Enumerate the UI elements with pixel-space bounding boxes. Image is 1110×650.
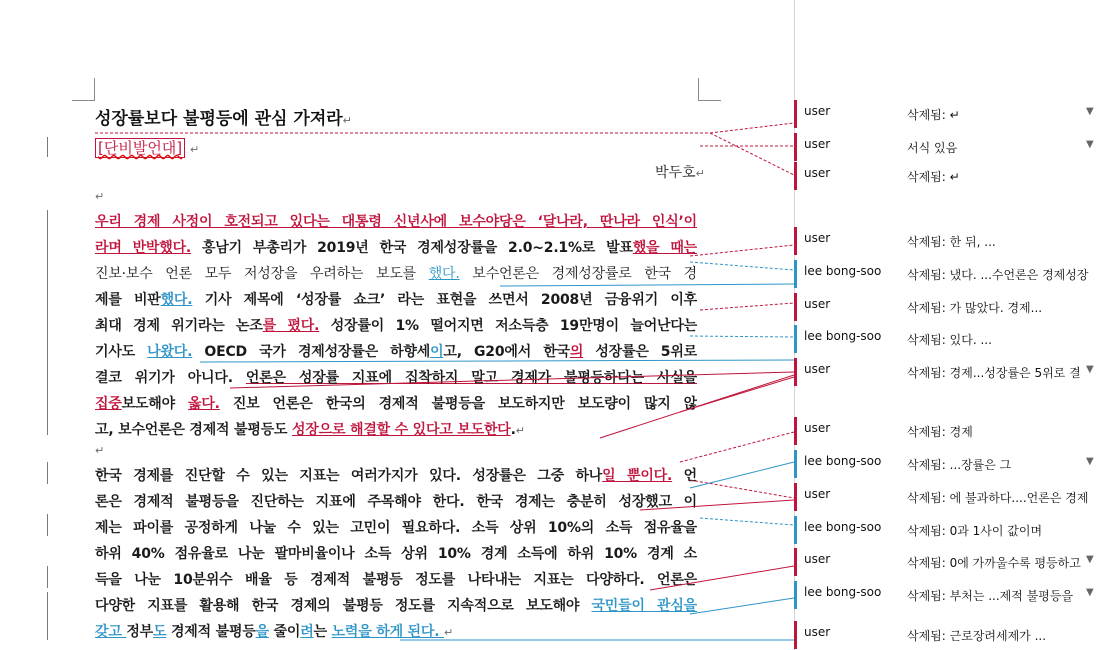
expand-arrow-icon[interactable]: ▼ [1086, 364, 1094, 375]
revision-balloon[interactable] [794, 516, 1110, 544]
expand-arrow-icon[interactable]: ▼ [1086, 139, 1094, 150]
revision-author: user [804, 231, 831, 245]
revision-balloon[interactable] [794, 260, 1110, 288]
p1-line-3[interactable]: 진보·보수 언론 모두 저성장을 우려하는 보도를 했다. 보수언론은 경제성장률로 한국 경 [95, 266, 697, 282]
author-color-bar [794, 450, 797, 478]
author-color-bar [794, 227, 797, 255]
p2-line-6[interactable]: 다양한 지표를 활용해 한국 경제의 불평등 정도를 지속적으로 보도해야 국민들이 관심을 [95, 598, 697, 614]
document-subtitle[interactable]: [단비발언대] ↵ [95, 137, 199, 158]
p2-line-5[interactable]: 득을 나눈 10분위수 배율 등 경제적 불평등 정도를 나타내는 지표는 다양하다. 언론은 [95, 572, 697, 588]
revision-author: lee bong-soo [804, 329, 882, 343]
change-bar [47, 137, 48, 157]
revision-balloon[interactable] [794, 293, 1110, 321]
paragraph-mark: ↵ [95, 444, 105, 457]
revision-balloon[interactable] [794, 358, 1110, 386]
change-bar [47, 462, 48, 484]
revision-text: 삭제됨: 가 많았다. 경제... [907, 301, 1043, 315]
document-title[interactable]: 성장률보다 불평등에 관심 가져라↵ [95, 109, 352, 129]
author-color-bar [794, 100, 797, 128]
revision-text: 서식 있음 [907, 141, 958, 155]
revision-balloon[interactable] [794, 133, 1110, 161]
author-color-bar [794, 293, 797, 321]
crop-mark-top-right [698, 78, 721, 101]
paragraph-mark: ↵ [95, 190, 105, 203]
revision-text: 삭제됨: 에 불과하다....언론은 경제 [907, 491, 1089, 505]
revision-author: user [804, 166, 831, 180]
p2-line-7[interactable]: 갖고 정부도 경제적 불평등을 줄이려는 노력을 하게 된다. ↵ [95, 624, 454, 640]
revision-balloon[interactable] [794, 483, 1110, 511]
revision-text: 삭제됨: 0에 가까울수록 평등하고 [907, 556, 1081, 570]
revision-author: lee bong-soo [804, 264, 882, 278]
revision-author: lee bong-soo [804, 520, 882, 534]
author-color-bar [794, 133, 797, 161]
revision-balloon[interactable] [794, 581, 1110, 609]
revision-balloon[interactable] [794, 325, 1110, 353]
change-bar [47, 514, 48, 536]
p1-line-8[interactable]: 집중보도해야 옳다. 진보 언론은 한국의 경제적 불평등을 보도하지만 보도량이 많지 않 [95, 396, 697, 412]
p2-line-4[interactable]: 하위 40% 점유율로 나눈 팔마비율이나 소득 상위 10% 경계 소득에 하위 10% 경계 소 [95, 546, 697, 562]
paragraph-mark: ↵ [515, 424, 525, 437]
revision-balloon[interactable] [794, 417, 1110, 445]
revision-balloon[interactable] [794, 450, 1110, 478]
change-bar [47, 592, 48, 640]
p1-line-7[interactable]: 결코 위기가 아니다. 언론은 성장률 지표에 집착하지 말고 경제가 불평등하다는 사실을 [95, 370, 697, 386]
change-bar [47, 566, 48, 588]
p1-line-9[interactable]: 고, 보수언론은 경제적 불평등도 성장으로 해결할 수 있다고 보도한다.↵ [95, 422, 525, 438]
revision-author: user [804, 487, 831, 501]
p1-line-1[interactable]: 우리 경제 사정이 호전되고 있다는 대통령 신년사에 보수야당은 ‘달나라, 딴나라 인식’이 [95, 214, 697, 230]
paragraph-mark: ↵ [189, 143, 200, 156]
p1-line-2[interactable]: 라며 반박했다. 홍남기 부총리가 2019년 한국 경제성장률을 2.0~2.1%로 발표했을 때는 [95, 240, 697, 256]
paragraph-mark: ↵ [342, 114, 352, 127]
author-line[interactable]: 박두호↵ [655, 165, 705, 181]
revision-balloon[interactable] [794, 227, 1110, 255]
author-color-bar [794, 581, 797, 609]
expand-arrow-icon[interactable]: ▼ [1086, 106, 1094, 117]
author-color-bar [794, 358, 797, 386]
revision-author: user [804, 104, 831, 118]
expand-arrow-icon[interactable]: ▼ [1086, 587, 1094, 598]
revision-text: 삭제됨: 0과 1사이 값이며 [907, 524, 1043, 538]
revision-balloon[interactable] [794, 548, 1110, 576]
revision-text: 삭제됨: 부처는 ...제적 불평등을 [907, 589, 1074, 603]
expand-arrow-icon[interactable]: ▼ [1086, 456, 1094, 467]
revision-text: 삭제됨: 있다. ... [907, 333, 992, 347]
author-color-bar [794, 621, 797, 649]
revision-author: user [804, 362, 831, 376]
author-color-bar [794, 325, 797, 353]
p1-line-6[interactable]: 기사도 나왔다. OECD 국가 경제성장률은 하향세이고, G20에서 한국의 성장률은 5위로 [95, 344, 697, 360]
revision-author: lee bong-soo [804, 454, 882, 468]
revision-author: user [804, 625, 831, 639]
revision-text: 삭제됨: ↵ [907, 170, 960, 184]
crop-mark-top-left [72, 78, 95, 101]
author-color-bar [794, 516, 797, 544]
paragraph-mark: ↵ [695, 167, 705, 180]
p1-line-5[interactable]: 최대 경제 위기라는 논조를 폈다. 성장률이 1% 떨어지면 저소득층 19만명이 늘어난다는 [95, 318, 697, 334]
paragraph-mark: ↵ [444, 626, 454, 639]
author-color-bar [794, 417, 797, 445]
revision-text: 삭제됨: 경제...성장률은 5위로 결 [907, 366, 1081, 380]
revision-author: user [804, 137, 831, 151]
revision-text: 삭제됨: 근로장려세제가 ... [907, 629, 1047, 643]
revision-text: 삭제됨: ...장률은 그 [907, 458, 1012, 472]
p1-line-4[interactable]: 제를 비판했다. 기사 제목에 ‘성장률 쇼크’ 라는 표현을 쓰면서 2008년 금융위기 이후 [95, 292, 697, 308]
revision-author: user [804, 421, 831, 435]
revision-text: 삭제됨: ↵ [907, 108, 960, 122]
revision-author: user [804, 552, 831, 566]
p2-line-1[interactable]: 한국 경제를 진단할 수 있는 지표는 여러가지가 있다. 성장률은 그중 하나일 뿐이다. 언 [95, 468, 697, 484]
revision-author: user [804, 297, 831, 311]
revision-balloon[interactable] [794, 162, 1110, 190]
revision-balloon[interactable] [794, 621, 1110, 649]
author-color-bar [794, 162, 797, 190]
author-color-bar [794, 260, 797, 288]
revision-text: 삭제됨: 한 뒤, ... [907, 235, 996, 249]
revision-balloon[interactable] [794, 100, 1110, 128]
revision-text: 삭제됨: 냈다. ...수언론은 경제성장 [907, 268, 1089, 282]
p2-line-2[interactable]: 론은 경제적 불평등을 진단하는 지표에 주목해야 한다. 한국 경제는 충분히 성장했고 이 [95, 494, 697, 510]
revision-author: lee bong-soo [804, 585, 882, 599]
p2-line-3[interactable]: 제는 파이를 공정하게 나눌 수 있는 고민이 필요하다. 소득 상위 10%의 소득 점유율을 [95, 520, 697, 536]
change-bar [47, 210, 48, 435]
author-color-bar [794, 548, 797, 576]
revision-text: 삭제됨: 경제 [907, 425, 973, 439]
expand-arrow-icon[interactable]: ▼ [1086, 554, 1094, 565]
author-color-bar [794, 483, 797, 511]
